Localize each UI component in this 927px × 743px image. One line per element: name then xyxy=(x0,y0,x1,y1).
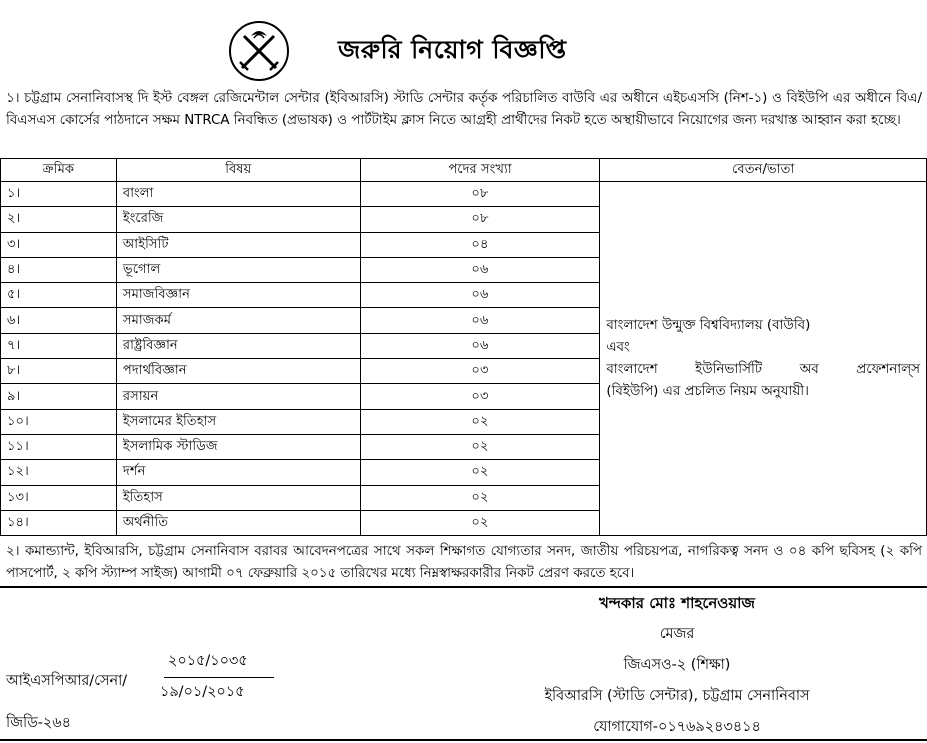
posts-cell: ০২ xyxy=(360,510,600,535)
table-header-row xyxy=(1,159,927,182)
memo-date: ১৯/০১/২০১৫ xyxy=(160,684,245,700)
serial-cell: ১১। xyxy=(1,434,117,459)
notice-header xyxy=(0,0,927,80)
subject-cell: ভূগোল xyxy=(116,257,360,282)
table-row xyxy=(1,182,927,207)
subject-cell: ইসলামিক স্টাডিজ xyxy=(116,434,360,459)
salary-line-3: বাংলাদেশ ইউনিভার্সিটি অব প্রফেশনাল্স xyxy=(606,361,920,377)
serial-cell: ৮। xyxy=(1,359,117,384)
salary-line-4: (বিইউপি) এর প্রচলিত নিয়ম অনুযায়ী। xyxy=(606,383,809,399)
posts-cell: ০৪ xyxy=(360,232,600,257)
subject-cell: ইতিহাস xyxy=(116,485,360,510)
posts-cell: ০৮ xyxy=(360,182,600,207)
signatory-rank: মেজর xyxy=(659,626,695,642)
posts-cell: ০৬ xyxy=(360,333,600,358)
serial-cell: ১৪। xyxy=(1,510,117,535)
subject-cell: পদার্থবিজ্ঞান xyxy=(116,359,360,384)
salary-line-2: এবং xyxy=(606,339,630,355)
memo-fraction xyxy=(160,650,274,705)
subject-cell: সমাজবিজ্ঞান xyxy=(116,283,360,308)
serial-cell: ৯। xyxy=(1,384,117,409)
serial-cell: ১০। xyxy=(1,409,117,434)
posts-cell: ০৩ xyxy=(360,359,600,384)
salary-line-1: বাংলাদেশ উন্মুক্ত বিশ্ববিদ্যালয় (বাউবি) xyxy=(606,317,811,333)
subject-cell: আইসিটি xyxy=(116,232,360,257)
notice-paragraph-1: ১। চট্টগ্রাম সেনানিবাসস্থ দি ইস্ট বেঙ্গল রেজিমেন্টাল সেন্টার (ইবিআরসি) স্টাডি সেন্টার কর্তৃক পরিচালিত বাউবি এর অধীনে এইচএসসি (নিশ-১) ও বিইউপি এর অধীনে বিএ/বিএসএস কোর্সের পাঠদানে সক্ষম NTRCA নিবন্ধিত (প্রভাষক) ও পার্টটাইম ক্লাস নিতে আগ্রহী প্রার্থীদের নিকট হতে অস্থায়ীভাবে নিয়োগের জন্য দরখাস্ত আহ্বান করা হচ্ছে। xyxy=(6,91,922,128)
posts-cell: ০২ xyxy=(360,460,600,485)
serial-cell: ১৩। xyxy=(1,485,117,510)
crossed-swords-emblem-icon xyxy=(228,20,290,82)
posts-cell: ০২ xyxy=(360,485,600,510)
header-posts: পদের সংখ্যা xyxy=(360,159,600,182)
vacancy-table xyxy=(0,158,927,536)
subject-cell: রাষ্ট্রবিজ্ঞান xyxy=(116,333,360,358)
serial-cell: ৫। xyxy=(1,283,117,308)
subject-cell: ইংরেজি xyxy=(116,207,360,232)
subject-cell: অর্থনীতি xyxy=(116,510,360,535)
signatory-designation: জিএসও-২ (শিক্ষা) xyxy=(623,657,731,673)
serial-cell: ১২। xyxy=(1,460,117,485)
memo-prefix: আইএসপিআর/সেনা/ xyxy=(6,673,128,689)
posts-cell: ০২ xyxy=(360,434,600,459)
signatory-contact: যোগাযোগ-০১৭৬৯২৪৩৪১৪ xyxy=(593,719,761,735)
header-salary: বেতন/ভাতা xyxy=(600,159,927,182)
notice-paragraph-2: ২। কমান্ড্যান্ট, ইবিআরসি, চট্টগ্রাম সেনানিবাস বরাবর আবেদনপত্রের সাথে সকল শিক্ষাগত যোগ্যতার সনদ, জাতীয় পরিচয়পত্র, নাগরিকত্ব সনদ ও ০৪ কপি ছবিসহ (২ কপি পাসপোর্ট, ২ কপি স্ট্যাম্প সাইজ) আগামী ০৭ ফেব্রুয়ারি ২০১৫ তারিখের মধ্যে নিম্নস্বাক্ষরকারীর নিকট প্রেরণ করতে হবে। xyxy=(6,544,922,581)
serial-cell: ৬। xyxy=(1,308,117,333)
posts-cell: ০৩ xyxy=(360,384,600,409)
bottom-rule xyxy=(0,739,927,741)
subject-cell: দর্শন xyxy=(116,460,360,485)
header-subject: বিষয় xyxy=(116,159,360,182)
serial-cell: ৩। xyxy=(1,232,117,257)
page-title: জরুরি নিয়োগ বিজ্ঞপ্তি xyxy=(338,35,567,64)
subject-cell: সমাজকর্ম xyxy=(116,308,360,333)
subject-cell: বাংলা xyxy=(116,182,360,207)
serial-cell: ২। xyxy=(1,207,117,232)
signatory-office: ইবিআরসি (স্টাডি সেন্টার), চট্টগ্রাম সেনানিবাস xyxy=(544,688,810,704)
signature-block xyxy=(487,588,867,743)
subject-cell: ইসলামের ইতিহাস xyxy=(116,409,360,434)
posts-cell: ০২ xyxy=(360,409,600,434)
signatory-name: খন্দকার মোঃ শাহনেওয়াজ xyxy=(599,594,755,612)
salary-cell xyxy=(600,182,927,536)
fraction-bar xyxy=(164,677,274,678)
posts-cell: ০৬ xyxy=(360,257,600,282)
header-serial: ক্রমিক xyxy=(1,159,117,182)
gd-number: জিডি-২৬৪ xyxy=(6,715,71,731)
posts-cell: ০৮ xyxy=(360,207,600,232)
serial-cell: ১। xyxy=(1,182,117,207)
serial-cell: ৭। xyxy=(1,333,117,358)
posts-cell: ০৬ xyxy=(360,283,600,308)
serial-cell: ৪। xyxy=(1,257,117,282)
memo-number: ২০১৫/১০৩৫ xyxy=(168,653,248,669)
posts-cell: ০৬ xyxy=(360,308,600,333)
subject-cell: রসায়ন xyxy=(116,384,360,409)
